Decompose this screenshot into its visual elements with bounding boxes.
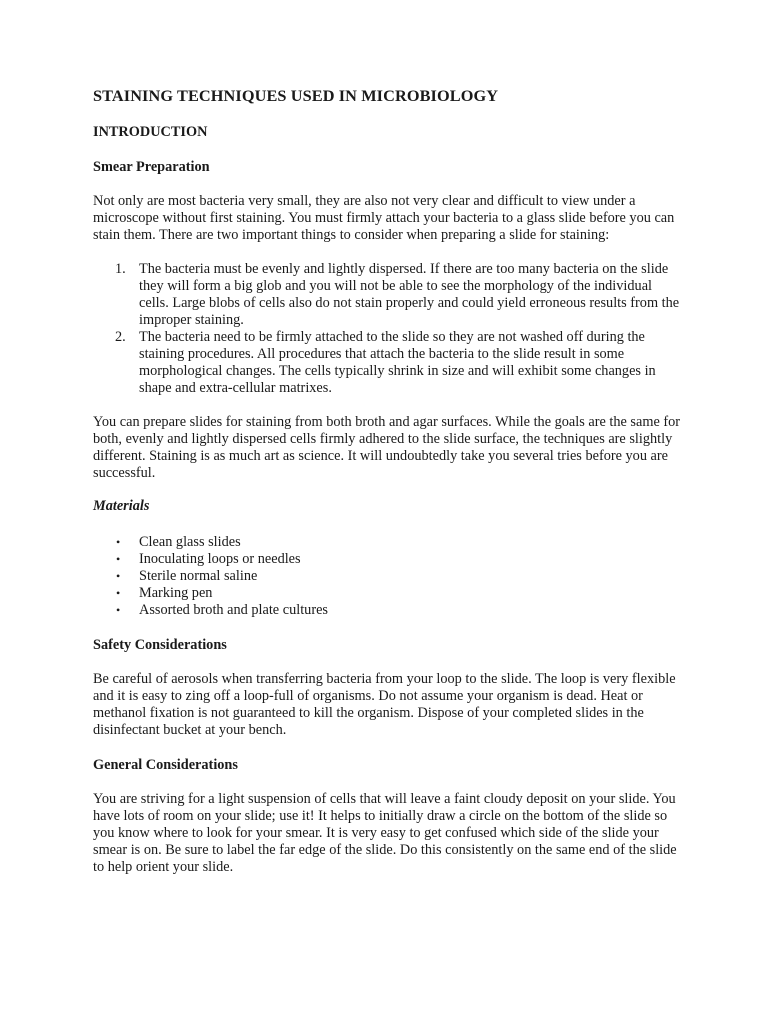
list-item-text: Inoculating loops or needles (139, 551, 301, 567)
list-item-text: The bacteria need to be firmly attached to the slide so they are not washed off during the staining procedures. All procedures that attach the bacteria to the slide result in some morphological changes. The cells typically shrink in size and will exhibit some changes in shape and extra-cellular matrixes. (139, 329, 656, 396)
bullet-icon: • (116, 603, 121, 617)
safety-considerations-paragraph: Be careful of aerosols when transferring bacteria from your loop to the slide. The loop is very flexible and it is easy to zing off a loop-full of organisms. Do not assume your organism is dead. Heat or methanol fixation is not guaranteed to kill the organism. Dispose of your completed slides in the disinfectant bucket at your bench. (93, 671, 676, 738)
materials-heading: Materials (93, 498, 150, 514)
list-item (93, 534, 683, 551)
list-item-text: Sterile normal saline (139, 568, 258, 584)
list-item (93, 551, 683, 568)
list-item-text: Assorted broth and plate cultures (139, 602, 328, 618)
smear-preparation-heading: Smear Preparation (93, 159, 210, 175)
bullet-icon: • (116, 535, 121, 549)
list-item (93, 329, 683, 397)
list-item-text: Clean glass slides (139, 534, 241, 550)
list-item (93, 568, 683, 585)
list-item-number: 2. (115, 329, 126, 345)
list-item-text: Marking pen (139, 585, 213, 601)
smear-considerations-list (93, 261, 683, 397)
list-item (93, 585, 683, 602)
list-item (93, 261, 683, 329)
introduction-heading: INTRODUCTION (93, 124, 208, 140)
general-considerations-paragraph: You are striving for a light suspension of cells that will leave a faint cloudy deposit on your slide. You have lots of room on your slide; use it! It helps to initially draw a circle on the bottom of the slide so you know where to look for your smear. It is very easy to get confused which side of the slide your smear is on. Be sure to label the far edge of the slide. Do this consistently on the same end of the slide to help orient your slide. (93, 791, 677, 875)
smear-preparation-paragraph: Not only are most bacteria very small, they are also not very clear and difficult to view under a microscope without first staining. You must firmly attach your bacteria to a glass slide before you can stain them. There are two important things to consider when preparing a slide for staining: (93, 193, 675, 243)
safety-considerations-heading: Safety Considerations (93, 637, 227, 653)
bullet-icon: • (116, 552, 121, 566)
list-item-number: 1. (115, 261, 126, 277)
bullet-icon: • (116, 569, 121, 583)
page-title: STAINING TECHNIQUES USED IN MICROBIOLOGY (93, 86, 499, 105)
bullet-icon: • (116, 586, 121, 600)
general-considerations-heading: General Considerations (93, 757, 238, 773)
materials-list (93, 534, 683, 619)
list-item (93, 602, 683, 619)
document-page (93, 86, 683, 876)
smear-closing-paragraph: You can prepare slides for staining from both broth and agar surfaces. While the goals are the same for both, evenly and lightly dispersed cells firmly adhered to the slide surface, the techniques are slightly different. Staining is as much art as science. It will undoubtedly take you several tries before you are successful. (93, 414, 681, 481)
list-item-text: The bacteria must be evenly and lightly dispersed. If there are too many bacteria on the slide they will form a big glob and you will not be able to see the morphology of the individual cells. Large blobs of cells also do not stain properly and could yield erroneous results from the improper staining. (139, 261, 680, 328)
